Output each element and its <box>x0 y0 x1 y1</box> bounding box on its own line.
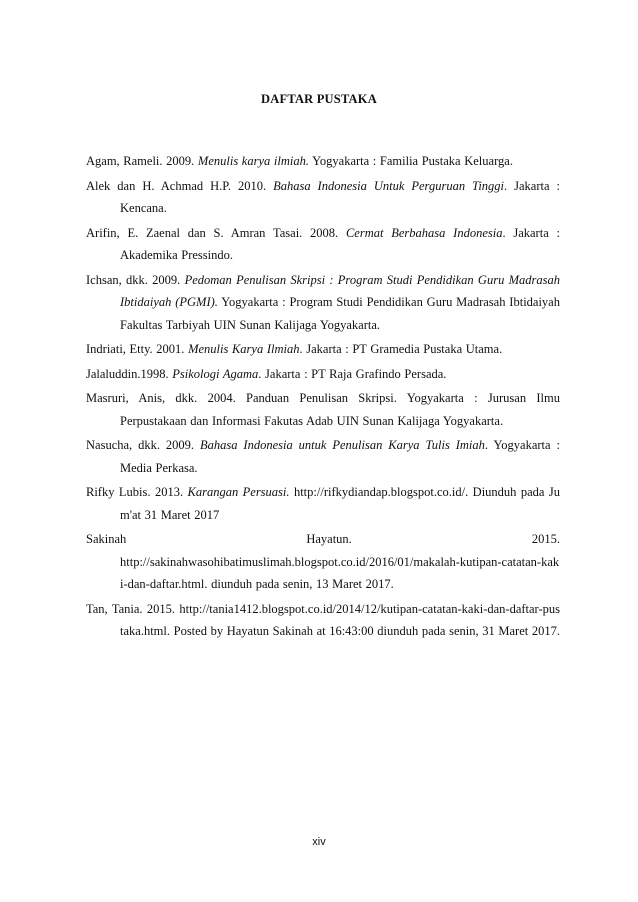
reference-publisher: . Jakarta : PT Raja Grafindo Persada. <box>258 366 447 381</box>
reference-title: Bahasa Indonesia Untuk Perguruan Tinggi <box>273 178 505 193</box>
reference-publisher: Yogyakarta : Familia Pustaka Keluarga. <box>308 154 513 168</box>
reference-author: Nasucha, dkk. 2009. <box>86 438 200 452</box>
reference-url: http://sakinahwasohibatimuslimah.blogspot.co.id/2016/01/makalah-kutipan-catatan-kaki-dan-daftar.html. diunduh pada senin, 13 Maret 2017. <box>120 554 560 591</box>
reference-entry-sakinah-head <box>86 528 560 551</box>
reference-author: Agam, Rameli. 2009. <box>86 154 198 168</box>
reference-publisher: Yogyakarta : Program Studi Pendidikan Guru Madrasah Ibtidaiyah Fakultas Tarbiyah UIN Sunan Kalijaga Yogyakarta. <box>120 295 560 332</box>
reference-entry-alek <box>86 175 560 220</box>
reference-author: Arifin, E. Zaenal dan S. Amran Tasai. 2008. <box>86 225 346 240</box>
reference-text: Tan, Tania. 2015. http://tania1412.blogspot.co.id/2014/12/kutipan-catatan-kaki-dan-daftar-pustaka.html. Posted by Hayatun Sakinah at 16:43:00 diunduh pada senin, 31 Maret 2017. <box>86 601 560 638</box>
reference-title: Cermat Berbahasa Indonesia <box>345 225 503 240</box>
reference-entry-agam <box>86 150 560 173</box>
reference-author: Sakinah Hayatun. 2015. <box>86 532 560 546</box>
reference-entry-sakinah-body <box>86 551 560 596</box>
reference-author: Jalaluddin.1998. <box>86 366 173 381</box>
reference-author: Rifky Lubis. 2013. <box>86 485 188 499</box>
reference-entry-arifin <box>86 222 560 267</box>
reference-title: Psikologi Agama <box>172 366 259 381</box>
reference-url: http://rifkydiandap.blogspot.co.id/. Diunduh pada Jum'at 31 Maret 2017 <box>120 485 560 522</box>
reference-title: Pedoman Penulisan Skripsi : Program Studi Pendidikan Guru Madrasah Ibtidaiyah (PGMI). <box>120 272 560 309</box>
reference-title: Bahasa Indonesia untuk Penulisan Karya Tulis Imiah <box>199 438 485 452</box>
reference-title: Karangan Persuasi. <box>187 485 290 499</box>
reference-entry-indriati <box>86 338 560 361</box>
reference-list <box>86 150 560 645</box>
reference-publisher: . Jakarta : PT Gramedia Pustaka Utama. <box>299 342 503 356</box>
reference-publisher: . Jakarta : Kencana. <box>120 178 560 215</box>
reference-entry-nasucha <box>86 434 560 479</box>
reference-entry-tan <box>86 598 560 643</box>
reference-entry-masruri <box>86 387 560 432</box>
reference-publisher: . Jakarta : Akademika Pressindo. <box>120 225 560 262</box>
reference-entry-ichsan <box>86 269 560 337</box>
reference-author: Indriati, Etty. 2001. <box>86 342 189 356</box>
page-number: xiv <box>312 836 326 848</box>
reference-title: Menulis karya ilmiah. <box>197 154 309 168</box>
reference-publisher: . Yogyakarta : Media Perkasa. <box>120 438 560 475</box>
page-title: DAFTAR PUSTAKA <box>261 92 377 106</box>
reference-author: Ichsan, dkk. 2009. <box>86 272 185 287</box>
reference-author: Alek dan H. Achmad H.P. 2010. <box>86 178 274 193</box>
reference-entry-rifky <box>86 481 560 526</box>
reference-entry-jalaluddin <box>86 363 560 386</box>
reference-title: Menulis Karya Ilmiah <box>188 342 300 356</box>
reference-text: Masruri, Anis, dkk. 2004. Panduan Penulisan Skripsi. Yogyakarta : Jurusan Ilmu Perpustakaan dan Informasi Fakutas Adab UIN Sunan Kalijaga Yogyakarta. <box>86 391 560 428</box>
